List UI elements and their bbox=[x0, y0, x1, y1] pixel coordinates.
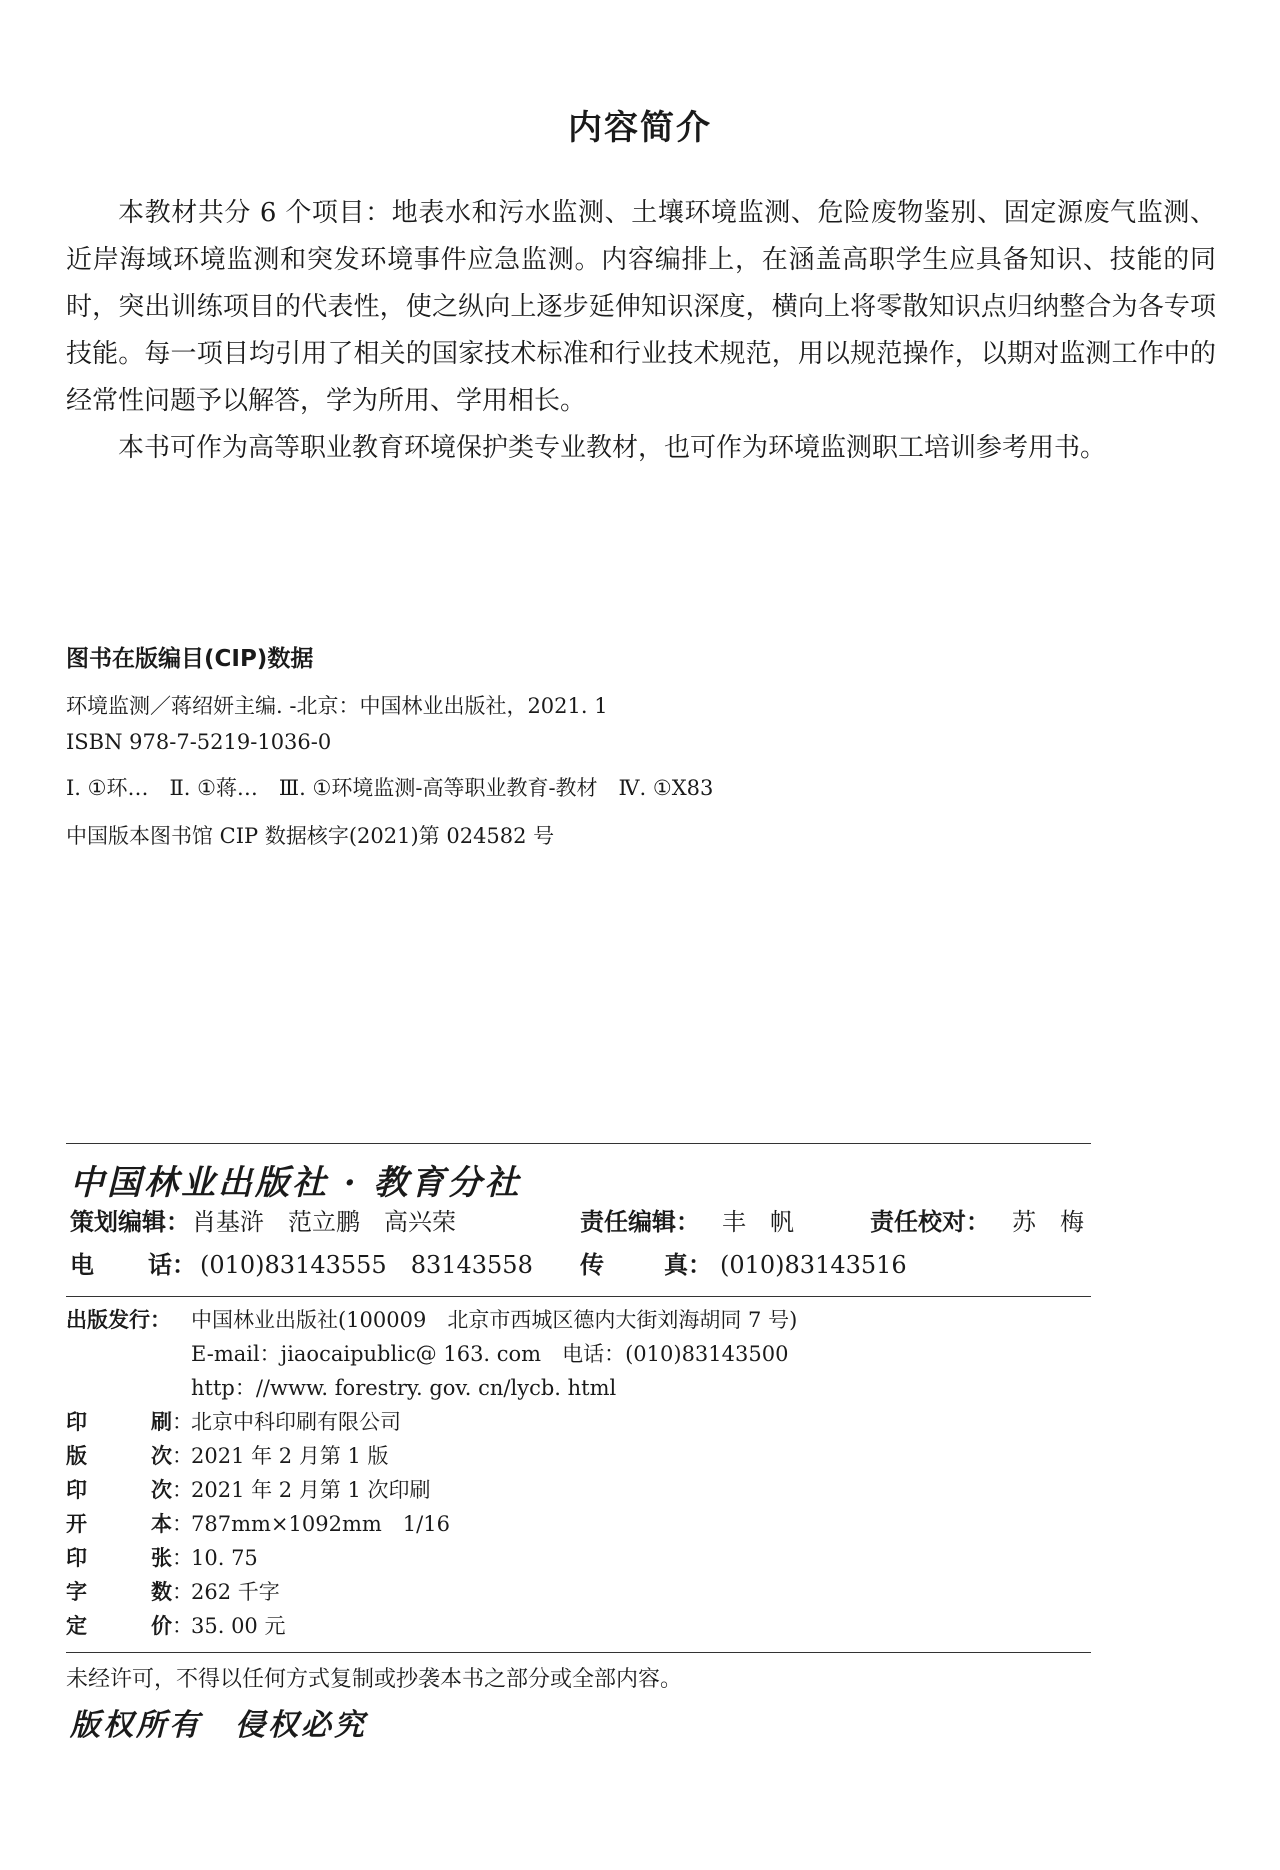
format-value: 787mm×1092mm 1/16 bbox=[191, 1512, 450, 1536]
url-line: http：//www. forestry. gov. cn/lycb. html bbox=[191, 1376, 617, 1400]
responsible-editor-label: 责任编辑： bbox=[580, 1208, 700, 1236]
intro-paragraph-1: 本教材共分 6 个项目：地表水和污水监测、土壤环境监测、危险废物鉴别、固定源废气监测、近岸海域环境监测和突发环境事件应急监测。内容编排上，在涵盖高职学生应具备知识、技能的同时，突出训练项目的代表性，使之纵向上逐步延伸知识深度，横向上将零散知识点归纳整合为各专项技能。每一项目均引用了相关的国家技术标准和行业技术规范，用以规范操作，以期对监测工作中的经常性问题予以解答，学为所用、学用相长。 bbox=[66, 198, 1216, 416]
edition-label-b: 次 bbox=[151, 1444, 172, 1468]
wordcount-label-a: 字 bbox=[66, 1580, 87, 1604]
cip-data bbox=[66, 688, 1216, 854]
impression-value: 2021 年 2 月第 1 次印刷 bbox=[191, 1478, 431, 1502]
edition-row: 版 次 ： 2021 年 2 月第 1 版 bbox=[66, 1439, 1091, 1473]
email-line: E-mail：jiaocaipublic@ 163. com 电话：(010)83143500 bbox=[191, 1342, 789, 1366]
planning-editor-value: 肖基浒 范立鹏 高兴荣 bbox=[192, 1208, 456, 1236]
price-label-a: 定 bbox=[66, 1614, 87, 1638]
print-value: 北京中科印刷有限公司 bbox=[191, 1410, 401, 1434]
sheets-label-b: 张 bbox=[151, 1546, 172, 1570]
cip-heading: 图书在版编目(CIP)数据 bbox=[66, 646, 314, 672]
copy-notice: 未经许可，不得以任何方式复制或抄袭本书之部分或全部内容。 bbox=[66, 1667, 683, 1692]
impression-label-a: 印 bbox=[66, 1478, 87, 1502]
price-value: 35. 00 元 bbox=[191, 1614, 286, 1638]
format-label-b: 本 bbox=[151, 1512, 172, 1536]
phone-label-b: 话： bbox=[148, 1251, 196, 1279]
phone-label-a: 电 bbox=[70, 1251, 94, 1279]
staff-row-editors bbox=[70, 1202, 1095, 1242]
fax-label-b: 真： bbox=[664, 1251, 712, 1279]
url-row bbox=[66, 1371, 1091, 1405]
print-label-a: 印 bbox=[66, 1410, 87, 1434]
price-row: 定 价 ： 35. 00 元 bbox=[66, 1609, 1091, 1643]
issue-row bbox=[66, 1303, 1091, 1337]
price-label-b: 价 bbox=[151, 1614, 172, 1638]
email-row bbox=[66, 1337, 1091, 1371]
impression-label-b: 次 bbox=[151, 1478, 172, 1502]
sheets-row: 印 张 ： 10. 75 bbox=[66, 1541, 1091, 1575]
publisher-name: 中国林业出版社 · 教育分社 bbox=[70, 1163, 522, 1203]
edition-label-a: 版 bbox=[66, 1444, 87, 1468]
impression-row: 印 次 ： 2021 年 2 月第 1 次印刷 bbox=[66, 1473, 1091, 1507]
intro-paragraph-2: 本书可作为高等职业教育环境保护类专业教材，也可作为环境监测职工培训参考用书。 bbox=[118, 433, 1107, 463]
planning-editor-label: 策划编辑： bbox=[70, 1208, 190, 1236]
cip-line-title: 环境监测／蒋绍妍主编. -北京：中国林业出版社，2021. 1 bbox=[66, 694, 608, 718]
wordcount-row: 字 数 ： 262 千字 bbox=[66, 1575, 1091, 1609]
fax-value: (010)83143516 bbox=[720, 1251, 907, 1279]
phone-value: (010)83143555 83143558 bbox=[200, 1251, 533, 1279]
divider-middle bbox=[66, 1296, 1091, 1297]
responsible-editor-value: 丰 帆 bbox=[722, 1208, 794, 1236]
format-label-a: 开 bbox=[66, 1512, 87, 1536]
proofreader-value: 苏 梅 bbox=[1012, 1208, 1084, 1236]
page-title: 内容简介 bbox=[568, 108, 712, 148]
proofreader-label: 责任校对： bbox=[870, 1208, 990, 1236]
sheets-label-a: 印 bbox=[66, 1546, 87, 1570]
divider-top bbox=[66, 1143, 1091, 1144]
staff-row-contact bbox=[70, 1245, 1095, 1285]
wordcount-value: 262 千字 bbox=[191, 1580, 280, 1604]
fax-label-a: 传 bbox=[580, 1251, 604, 1279]
publication-info bbox=[66, 1303, 1091, 1643]
cip-line-classification: Ⅰ. ①环… Ⅱ. ①蒋… Ⅲ. ①环境监测-高等职业教育-教材 Ⅳ. ①X83 bbox=[66, 776, 714, 800]
divider-bottom bbox=[66, 1652, 1091, 1653]
issue-value: 中国林业出版社(100009 北京市西城区德内大街刘海胡同 7 号) bbox=[191, 1308, 798, 1332]
cip-line-number: 中国版本图书馆 CIP 数据核字(2021)第 024582 号 bbox=[66, 824, 555, 848]
rights-reserved: 版权所有 侵权必究 bbox=[70, 1708, 367, 1743]
sheets-value: 10. 75 bbox=[191, 1546, 258, 1570]
intro-section bbox=[66, 190, 1216, 472]
print-row: 印 刷 ： 北京中科印刷有限公司 bbox=[66, 1405, 1091, 1439]
format-row: 开 本 ： 787mm×1092mm 1/16 bbox=[66, 1507, 1091, 1541]
edition-value: 2021 年 2 月第 1 版 bbox=[191, 1444, 389, 1468]
issue-label: 出版发行： bbox=[66, 1308, 171, 1332]
print-label-b: 刷 bbox=[151, 1410, 172, 1434]
cip-line-isbn: ISBN 978-7-5219-1036-0 bbox=[66, 730, 332, 754]
wordcount-label-b: 数 bbox=[151, 1580, 172, 1604]
